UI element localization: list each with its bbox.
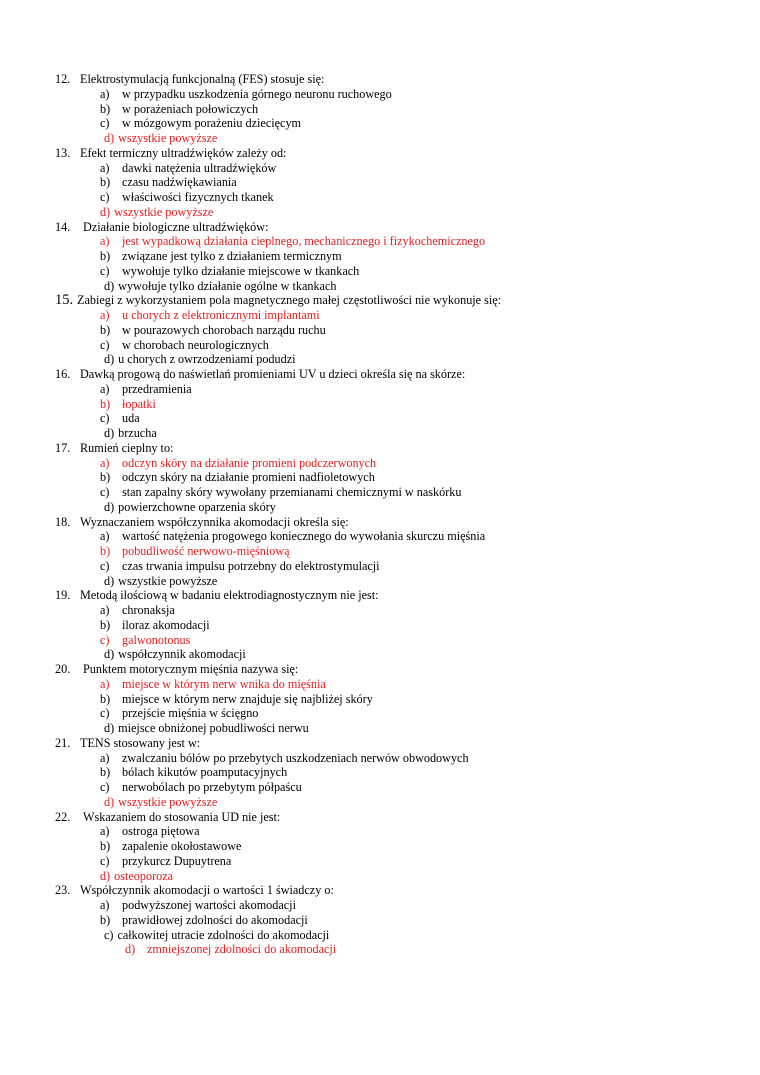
answer-option-d: [55, 352, 745, 367]
question-number: 18.: [55, 514, 71, 529]
answer: [100, 338, 269, 353]
answer-letter: d): [104, 426, 115, 440]
answer-option-c: [55, 116, 745, 131]
question-heading: [55, 810, 745, 825]
answer-text: czasu nadźwiękawiania: [122, 175, 237, 190]
answer-text: współczynnik akomodacji: [118, 647, 246, 662]
question-heading: [55, 662, 745, 677]
answer-text: właściwości fizycznych tkanek: [122, 190, 274, 204]
answer: [100, 411, 140, 426]
answer-letter: b): [100, 101, 111, 116]
answer-option-a: [55, 456, 745, 471]
answer: [100, 898, 296, 913]
question-16: [55, 367, 745, 441]
answer-text: związane jest tylko z działaniem termicznym: [122, 249, 342, 263]
answer-letter: b): [100, 249, 111, 263]
answer-text: w przypadku uszkodzenia górnego neuronu ruchowego: [122, 86, 392, 101]
answer-text: iloraz akomodacji: [122, 617, 210, 632]
answer-text: galwonotonus: [122, 632, 191, 647]
answer-option-c: [55, 928, 745, 943]
answer-letter: c): [104, 927, 114, 942]
answer-letter: d): [104, 499, 115, 514]
correct-answer: [100, 234, 485, 249]
answer-option-d: [55, 647, 745, 662]
answer: [100, 382, 192, 397]
answer: [100, 470, 375, 485]
answer-text: zapalenie okołostawowe: [122, 839, 242, 853]
correct-answer: [125, 942, 336, 957]
answer-option-a: [55, 677, 745, 692]
correct-answer: [100, 677, 326, 692]
question-number: 17.: [55, 440, 71, 455]
answer-letter: d): [104, 794, 115, 809]
answer-letter: c): [100, 780, 110, 794]
answer-letter: a): [100, 308, 110, 322]
answer-option-b: [55, 249, 745, 264]
question-text: Dawką progową do naświetlań promieniami UV u dzieci określa się na skórze:: [80, 367, 466, 381]
answer-option-b: [55, 102, 745, 117]
answer-letter: c): [100, 411, 110, 426]
answer-letter: c): [100, 263, 110, 278]
answer-letter: d): [104, 647, 115, 662]
answer-letter: c): [100, 116, 110, 131]
question-21: [55, 736, 745, 810]
correct-answer: [100, 456, 376, 471]
question-23: [55, 883, 745, 957]
answer: [104, 721, 309, 736]
question-14: [55, 220, 745, 294]
question-text: Współczynnik akomodacji o wartości 1 świadczy o:: [80, 883, 334, 898]
answer: [100, 485, 461, 500]
question-22: [55, 810, 745, 884]
answer-option-c: [55, 559, 745, 574]
answer-letter: c): [100, 190, 110, 204]
answer-text: łopatki: [122, 396, 156, 411]
question-number: 12.: [55, 72, 71, 86]
question-number: 13.: [55, 145, 71, 160]
correct-answer: [100, 544, 290, 559]
answer: [100, 323, 326, 338]
answer: [104, 647, 246, 662]
answer: [100, 913, 308, 928]
answer-letter: b): [100, 617, 111, 632]
answer: [100, 190, 274, 205]
answer: [100, 780, 302, 795]
answer-letter: d): [100, 868, 111, 883]
correct-answer: [104, 131, 217, 146]
answer-text: zmniejszonej zdolności do akomodacji: [147, 942, 337, 957]
answer: [104, 928, 329, 943]
question-text: Wyznaczaniem współczynnika akomodacji określa się:: [80, 514, 349, 529]
answer: [104, 352, 296, 367]
answer-text: miejsce w którym nerw wnika do mięśnia: [122, 676, 326, 691]
answer-text: wszystkie powyższe: [118, 794, 218, 809]
question-text: TENS stosowany jest w:: [80, 735, 201, 750]
question-heading: [55, 588, 745, 603]
answer-text: wszystkie powyższe: [118, 131, 218, 145]
answer-option-d: [55, 279, 745, 294]
answer-text: brzucha: [118, 426, 157, 440]
answer-option-a: [55, 898, 745, 913]
question-number: 22.: [55, 809, 71, 824]
answer: [100, 692, 373, 707]
answer-text: miejsce w którym nerw znajduje się najbliżej skóry: [122, 691, 373, 706]
answer-text: stan zapalny skóry wywołany przemianami chemicznymi w naskórku: [122, 485, 462, 499]
question-number: 23.: [55, 883, 71, 898]
answer-letter: a): [100, 381, 110, 396]
answer-text: uda: [122, 411, 140, 426]
question-17: [55, 441, 745, 515]
answer-letter: b): [100, 912, 111, 927]
question-number: 21.: [55, 735, 71, 750]
answer-option-d: [55, 426, 745, 441]
answer-option-a: [55, 308, 745, 323]
answer-letter: d): [100, 204, 111, 219]
question-text: Punktem motorycznym mięśnia nazywa się:: [83, 662, 299, 676]
answer-text: przykurcz Dupuytrena: [122, 853, 232, 868]
answer-text: w porażeniach połowiczych: [122, 101, 259, 116]
question-19: [55, 588, 745, 662]
answer-letter: b): [100, 470, 111, 485]
answer-letter: c): [100, 558, 110, 573]
answer-option-b: [55, 175, 745, 190]
question-text: Zabiegi z wykorzystaniem pola magnetycznego małej częstotliwości nie wykonuje się:: [77, 293, 502, 308]
answer-option-a: [55, 751, 745, 766]
correct-answer: [100, 205, 213, 220]
answer-text: zwalczaniu bólów po przebytych uszkodzeniach nerwów obwodowych: [122, 750, 469, 765]
answer-option-a: [55, 382, 745, 397]
answer-text: powierzchowne oparzenia skóry: [118, 499, 276, 514]
answer: [100, 706, 258, 721]
answer-text: całkowitej utracie zdolności do akomodacji: [117, 927, 330, 942]
question-text: Działanie biologiczne ultradźwięków:: [83, 219, 269, 234]
answer-text: chronaksja: [122, 603, 175, 617]
answer-letter: d): [125, 942, 136, 957]
answer: [100, 116, 301, 131]
answer-option-b: [55, 323, 745, 338]
answer-text: wywołuje tylko działanie ogólne w tkankach: [118, 278, 337, 293]
question-text: Rumień cieplny to:: [80, 440, 174, 455]
answer-option-a: [55, 824, 745, 839]
answer-text: wywołuje tylko działanie miejscowe w tkankach: [122, 263, 360, 278]
question-heading: [55, 72, 745, 87]
answer-letter: a): [100, 234, 110, 249]
question-text: Metodą ilościową w badaniu elektrodiagnostycznym nie jest:: [80, 588, 379, 603]
question-number: 20.: [55, 662, 71, 676]
answer-letter: a): [100, 898, 110, 912]
answer-letter: a): [100, 676, 110, 691]
answer: [104, 426, 157, 441]
answer: [100, 102, 258, 117]
question-text: Wskazaniem do stosowania UD nie jest:: [83, 809, 281, 824]
answer: [100, 824, 200, 839]
answer-text: wszystkie powyższe: [114, 204, 214, 219]
question-heading: [55, 441, 745, 456]
answer-option-d: [55, 574, 745, 589]
answer: [104, 500, 276, 515]
answer-option-a: [55, 161, 745, 176]
question-text: Elektrostymulacją funkcjonalną (FES) stosuje się:: [80, 72, 325, 86]
question-text: Efekt termiczny ultradźwięków zależy od:: [80, 145, 287, 160]
answer-text: prawidłowej zdolności do akomodacji: [122, 912, 308, 927]
answer: [100, 559, 380, 574]
answer-text: w mózgowym porażeniu dziecięcym: [122, 116, 302, 131]
answer: [100, 87, 392, 102]
answer: [100, 618, 210, 633]
answer-text: podwyższonej wartości akomodacji: [122, 898, 296, 912]
answer: [100, 161, 276, 176]
answer-letter: a): [100, 750, 110, 765]
answer-option-d: [55, 500, 745, 515]
question-number: 14.: [55, 219, 71, 234]
answer-letter: a): [100, 824, 110, 839]
answer-option-a: [55, 529, 745, 544]
answer-option-d: [55, 721, 745, 736]
answer-text: bólach kikutów poamputacyjnych: [122, 765, 288, 780]
answer-option-b: [55, 692, 745, 707]
answer-text: osteoporoza: [114, 868, 174, 883]
answer-text: odczyn skóry na działanie promieni nadfioletowych: [122, 470, 375, 485]
question-heading: [55, 146, 745, 161]
answer: [100, 751, 469, 766]
answer-text: nerwobólach po przebytym półpaścu: [122, 780, 302, 794]
answer-text: u chorych z owrzodzeniami podudzi: [118, 352, 296, 367]
answer-option-c: [55, 338, 745, 353]
answer-text: wszystkie powyższe: [118, 573, 218, 588]
answer-option-b: [55, 913, 745, 928]
question-heading: [55, 515, 745, 530]
answer-option-a: [55, 87, 745, 102]
answer-option-d: [55, 205, 745, 220]
answer: [100, 264, 359, 279]
answer: [100, 854, 231, 869]
correct-answer: [100, 308, 320, 323]
answer-text: jest wypadkową działania cieplnego, mechanicznego i fizykochemicznego: [122, 234, 486, 249]
answer-option-b: [55, 470, 745, 485]
answer-text: miejsce obniżonej pobudliwości nerwu: [118, 721, 309, 735]
answer: [100, 603, 175, 618]
answer: [104, 279, 336, 294]
answer: [100, 765, 287, 780]
question-heading: [55, 883, 745, 898]
answer-letter: c): [100, 485, 110, 499]
answer-option-c: [55, 633, 745, 648]
answer: [100, 529, 485, 544]
answer-letter: a): [100, 603, 110, 617]
answer-letter: c): [100, 853, 110, 868]
answer: [100, 249, 342, 264]
answer-letter: b): [100, 544, 111, 558]
question-number: 15.: [55, 292, 74, 309]
answer-option-c: [55, 485, 745, 500]
answer-letter: a): [100, 455, 110, 470]
answer-option-d: [55, 795, 745, 810]
answer-text: u chorych z elektronicznymi implantami: [122, 308, 320, 322]
answer-option-c: [55, 411, 745, 426]
answer-letter: c): [100, 632, 110, 647]
answer-letter: c): [100, 337, 110, 352]
answer-option-b: [55, 397, 745, 412]
question-number: 19.: [55, 588, 71, 603]
answer-option-d: [55, 869, 745, 884]
answer-option-c: [55, 854, 745, 869]
correct-answer: [100, 397, 156, 412]
answer-letter: b): [100, 175, 111, 190]
answer-letter: a): [100, 86, 110, 101]
answer-option-c: [55, 706, 745, 721]
question-18: [55, 515, 745, 589]
answer-text: w pourazowych chorobach narządu ruchu: [122, 322, 326, 337]
answer-letter: d): [104, 573, 115, 588]
answer-text: czas trwania impulsu potrzebny do elektrostymulacji: [122, 558, 380, 573]
question-number: 16.: [55, 367, 71, 381]
answer-text: wartość natężenia progowego koniecznego do wywołania skurczu mięśnia: [122, 529, 486, 544]
answer: [100, 175, 237, 190]
answer-letter: b): [100, 839, 111, 853]
answer-option-d: [55, 131, 745, 146]
answer-option-a: [55, 603, 745, 618]
question-heading: [55, 220, 745, 235]
answer-option-b: [55, 618, 745, 633]
answer-option-d: [55, 942, 745, 957]
answer-letter: c): [100, 706, 110, 721]
answer-option-b: [55, 765, 745, 780]
question-20: [55, 662, 745, 736]
answer-letter: d): [104, 352, 115, 367]
answer-option-b: [55, 544, 745, 559]
question-12: [55, 72, 745, 146]
question-heading: [55, 293, 745, 308]
answer-letter: a): [100, 160, 110, 175]
correct-answer: [100, 869, 173, 884]
answer-letter: d): [104, 721, 115, 735]
answer-letter: b): [100, 396, 111, 411]
answer-letter: b): [100, 765, 111, 780]
answer-letter: b): [100, 322, 111, 337]
answer-option-c: [55, 190, 745, 205]
question-13: [55, 146, 745, 220]
question-15: [55, 293, 745, 367]
question-heading: [55, 367, 745, 382]
answer-letter: d): [104, 131, 115, 145]
answer-text: w chorobach neurologicznych: [122, 337, 269, 352]
answer-text: ostroga piętowa: [122, 824, 200, 839]
answer: [104, 574, 217, 589]
answer-letter: a): [100, 529, 110, 544]
answer: [100, 839, 241, 854]
answer-option-b: [55, 839, 745, 854]
correct-answer: [100, 633, 190, 648]
answer-text: pobudliwość nerwowo-mięśniową: [122, 544, 290, 558]
answer-text: dawki natężenia ultradźwięków: [122, 160, 277, 175]
answer-option-c: [55, 780, 745, 795]
answer-text: przedramienia: [122, 381, 192, 396]
answer-text: przejście mięśnia w ścięgno: [122, 706, 259, 721]
question-heading: [55, 736, 745, 751]
answer-text: odczyn skóry na działanie promieni podczerwonych: [122, 455, 377, 470]
answer-option-c: [55, 264, 745, 279]
answer-letter: b): [100, 691, 111, 706]
correct-answer: [104, 795, 217, 810]
answer-option-a: [55, 234, 745, 249]
answer-letter: d): [104, 278, 115, 293]
